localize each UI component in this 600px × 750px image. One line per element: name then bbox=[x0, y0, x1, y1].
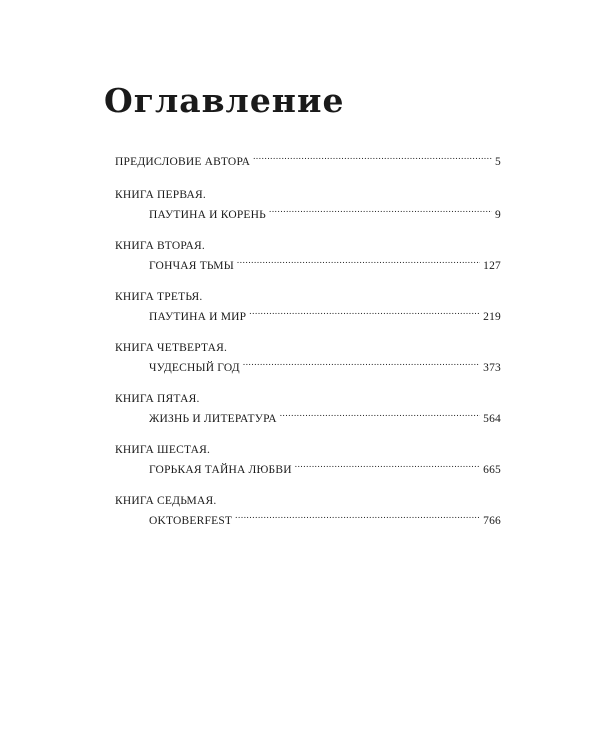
toc-entry-book-7 bbox=[115, 494, 501, 527]
toc-entry-title: ПРЕДИСЛОВИЕ АВТОРА bbox=[115, 156, 251, 168]
toc-book-label: КНИГА ПЯТАЯ. bbox=[115, 393, 200, 405]
dot-leader bbox=[269, 203, 492, 218]
toc-entry-title: ПАУТИНА И КОРЕНЬ bbox=[149, 209, 266, 221]
toc-page-number: 373 bbox=[483, 362, 501, 374]
toc-page-number: 219 bbox=[483, 311, 501, 323]
toc-line[interactable] bbox=[115, 305, 501, 323]
toc-entry-title: ЧУДЕСНЫЙ ГОД bbox=[149, 362, 240, 374]
toc-entry-book-5 bbox=[115, 392, 501, 425]
toc-entry-book-4 bbox=[115, 341, 501, 374]
toc-entry-title: ГОНЧАЯ ТЬМЫ bbox=[149, 260, 234, 272]
toc-book-label: КНИГА СЕДЬМАЯ. bbox=[115, 495, 217, 507]
toc-page-number: 766 bbox=[483, 515, 501, 527]
toc-book-label: КНИГА ТРЕТЬЯ. bbox=[115, 291, 203, 303]
toc-line[interactable] bbox=[115, 150, 501, 168]
toc-line[interactable] bbox=[115, 509, 501, 527]
toc-book-label: КНИГА ЧЕТВЕРТАЯ. bbox=[115, 342, 228, 354]
page-title: Оглавление bbox=[104, 81, 345, 120]
dot-leader bbox=[253, 150, 492, 165]
toc-page-number: 564 bbox=[483, 413, 501, 425]
toc-book-label: КНИГА ПЕРВАЯ. bbox=[115, 189, 206, 201]
dot-leader bbox=[235, 509, 480, 524]
toc-entry-title: OKTOBERFEST bbox=[149, 515, 233, 527]
toc-entry-title: ПАУТИНА И МИР bbox=[149, 311, 247, 323]
dot-leader bbox=[280, 407, 480, 422]
toc-entry-book-1 bbox=[115, 188, 501, 221]
toc-line[interactable] bbox=[115, 458, 501, 476]
toc-page-number: 5 bbox=[495, 156, 501, 168]
toc-entry-title: ГОРЬКАЯ ТАЙНА ЛЮБВИ bbox=[149, 464, 292, 476]
dot-leader bbox=[243, 356, 480, 371]
toc-page-number: 665 bbox=[483, 464, 501, 476]
toc-entry-book-3 bbox=[115, 290, 501, 323]
toc-entry-book-2 bbox=[115, 239, 501, 272]
toc-book-label: КНИГА ВТОРАЯ. bbox=[115, 240, 205, 252]
toc-page-number: 127 bbox=[483, 260, 501, 272]
dot-leader bbox=[249, 305, 480, 320]
toc-entry-book-6 bbox=[115, 443, 501, 476]
toc-line[interactable] bbox=[115, 407, 501, 425]
toc-book-label: КНИГА ШЕСТАЯ. bbox=[115, 444, 211, 456]
toc-line[interactable] bbox=[115, 356, 501, 374]
toc-entry-preface bbox=[115, 150, 501, 168]
toc-line[interactable] bbox=[115, 254, 501, 272]
toc-page-number: 9 bbox=[495, 209, 501, 221]
table-of-contents bbox=[115, 150, 501, 545]
dot-leader bbox=[295, 458, 480, 473]
toc-entry-title: ЖИЗНЬ И ЛИТЕРАТУРА bbox=[149, 413, 277, 425]
toc-line[interactable] bbox=[115, 203, 501, 221]
dot-leader bbox=[237, 254, 480, 269]
